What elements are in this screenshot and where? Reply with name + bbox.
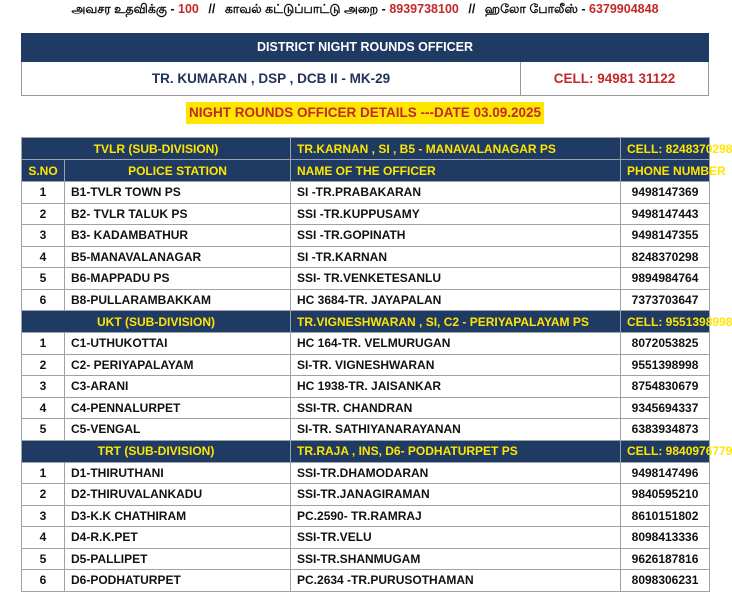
row-officer: SSI-TR.SHANMUGAM (291, 548, 621, 570)
row-sno: 2 (22, 484, 65, 506)
column-header-sno: S.NO (22, 160, 65, 182)
row-officer: PC.2634 -TR.PURUSOTHAMAN (291, 570, 621, 592)
row-sno: 1 (22, 333, 65, 355)
row-station: C3-ARANI (65, 376, 291, 398)
row-officer: SSI -TR.GOPINATH (291, 225, 621, 247)
row-officer: SSI-TR.JANAGIRAMAN (291, 484, 621, 506)
row-sno: 6 (22, 289, 65, 311)
table-row (22, 354, 710, 376)
row-phone: 8072053825 (621, 333, 710, 355)
row-officer: SSI -TR.KUPPUSAMY (291, 203, 621, 225)
row-sno: 5 (22, 419, 65, 441)
row-sno: 4 (22, 246, 65, 268)
row-phone: 9498147496 (621, 462, 710, 484)
table-row (22, 419, 710, 441)
row-phone: 9498147443 (621, 203, 710, 225)
table-row (22, 333, 710, 355)
row-sno: 4 (22, 397, 65, 419)
district-officer-cell: CELL: 94981 31122 (553, 71, 676, 86)
row-sno: 3 (22, 505, 65, 527)
separator: // (468, 2, 476, 16)
table-row (22, 289, 710, 311)
district-officer-box (21, 33, 709, 96)
subdivision-cell: CELL: 9551398998 (621, 311, 710, 333)
row-sno: 6 (22, 570, 65, 592)
row-officer: HC 3684-TR. JAYAPALAN (291, 289, 621, 311)
row-phone: 9551398998 (621, 354, 710, 376)
row-station: C4-PENNALURPET (65, 397, 291, 419)
row-phone: 9498147355 (621, 225, 710, 247)
row-officer: SSI-TR.VELU (291, 527, 621, 549)
row-sno: 1 (22, 462, 65, 484)
row-station: D6-PODHATURPET (65, 570, 291, 592)
row-sno: 1 (22, 182, 65, 204)
row-phone: 8610151802 (621, 505, 710, 527)
table-row (22, 462, 710, 484)
table-row (22, 505, 710, 527)
row-station: B1-TVLR TOWN PS (65, 182, 291, 204)
district-officer-name: TR. KUMARAN , DSP , DCB II - MK-29 (22, 62, 521, 95)
row-phone: 6383934873 (621, 419, 710, 441)
row-phone: 9894984764 (621, 268, 710, 290)
emergency-contacts-line (0, 0, 730, 20)
table-row (22, 225, 710, 247)
row-officer: SI-TR. VIGNESHWARAN (291, 354, 621, 376)
row-station: B8-PULLARAMBAKKAM (65, 289, 291, 311)
subdivision-name: TVLR (SUB-DIVISION) (22, 138, 291, 160)
row-station: C5-VENGAL (65, 419, 291, 441)
subdivision-officer: TR.VIGNESHWARAN , SI, C2 - PERIYAPALAYAM PS (291, 311, 621, 333)
row-officer: SSI-TR.DHAMODARAN (291, 462, 621, 484)
row-phone: 8754830679 (621, 376, 710, 398)
row-officer: SI-TR. SATHIYANARAYANAN (291, 419, 621, 441)
table-row (22, 246, 710, 268)
district-officer-row (21, 62, 709, 96)
row-sno: 2 (22, 354, 65, 376)
table-row (22, 527, 710, 549)
row-officer: HC 1938-TR. JAISANKAR (291, 376, 621, 398)
row-officer: SI -TR.KARNAN (291, 246, 621, 268)
emergency-number: 100 (178, 2, 199, 16)
subdivision-officer: TR.KARNAN , SI , B5 - MANAVALANAGAR PS (291, 138, 621, 160)
table-row (22, 203, 710, 225)
row-station: D1-THIRUTHANI (65, 462, 291, 484)
table-row (22, 548, 710, 570)
column-header-phone: PHONE NUMBER (621, 160, 710, 182)
subdivision-name: UKT (SUB-DIVISION) (22, 311, 291, 333)
separator: // (208, 2, 216, 16)
subdivision-name: TRT (SUB-DIVISION) (22, 440, 291, 462)
subdivision-officer: TR.RAJA , INS, D6- PODHATURPET PS (291, 440, 621, 462)
subdivision-cell: CELL: 8248370298 (621, 138, 710, 160)
table-row (22, 182, 710, 204)
table-row (22, 484, 710, 506)
table-row (22, 376, 710, 398)
night-rounds-table (21, 137, 732, 592)
row-officer: SSI-TR. CHANDRAN (291, 397, 621, 419)
subdivision-header (22, 311, 710, 333)
row-station: D2-THIRUVALANKADU (65, 484, 291, 506)
row-station: D5-PALLIPET (65, 548, 291, 570)
row-phone: 9498147369 (621, 182, 710, 204)
row-phone: 8248370298 (621, 246, 710, 268)
column-header-officer: NAME OF THE OFFICER (291, 160, 621, 182)
hello-police-number: 6379904848 (589, 2, 659, 16)
row-officer: HC 164-TR. VELMURUGAN (291, 333, 621, 355)
table-row (22, 268, 710, 290)
subdivision-header (22, 440, 710, 462)
row-station: B2- TVLR TALUK PS (65, 203, 291, 225)
row-sno: 2 (22, 203, 65, 225)
row-station: B6-MAPPADU PS (65, 268, 291, 290)
table-row (22, 397, 710, 419)
row-phone: 9840595210 (621, 484, 710, 506)
column-header-row (22, 160, 710, 182)
subdivision-header (22, 138, 710, 160)
row-phone: 9626187816 (621, 548, 710, 570)
date-title: NIGHT ROUNDS OFFICER DETAILS ---DATE 03.09.2025 (186, 102, 544, 124)
district-officer-heading: DISTRICT NIGHT ROUNDS OFFICER (21, 33, 709, 62)
row-sno: 3 (22, 225, 65, 247)
row-sno: 3 (22, 376, 65, 398)
row-officer: SI -TR.PRABAKARAN (291, 182, 621, 204)
column-header-station: POLICE STATION (65, 160, 291, 182)
date-title-bar (0, 102, 730, 126)
row-sno: 4 (22, 527, 65, 549)
control-room-label: காவல் கட்டுப்பாட்டு அறை - (224, 2, 386, 16)
row-sno: 5 (22, 548, 65, 570)
hello-police-label: ஹலோ போலீஸ் - (484, 2, 586, 16)
control-room-number: 8939738100 (389, 2, 459, 16)
row-phone: 8098306231 (621, 570, 710, 592)
row-station: C1-UTHUKOTTAI (65, 333, 291, 355)
row-phone: 8098413336 (621, 527, 710, 549)
row-station: B5-MANAVALANAGAR (65, 246, 291, 268)
subdivision-cell: CELL: 9840976779 (621, 440, 710, 462)
row-station: D4-R.K.PET (65, 527, 291, 549)
row-phone: 7373703647 (621, 289, 710, 311)
row-officer: PC.2590- TR.RAMRAJ (291, 505, 621, 527)
table-row (22, 570, 710, 592)
row-station: C2- PERIYAPALAYAM (65, 354, 291, 376)
row-station: D3-K.K CHATHIRAM (65, 505, 291, 527)
row-phone: 9345694337 (621, 397, 710, 419)
row-station: B3- KADAMBATHUR (65, 225, 291, 247)
row-officer: SSI- TR.VENKETESANLU (291, 268, 621, 290)
emergency-label: அவசர உதவிக்கு - (71, 2, 175, 16)
row-sno: 5 (22, 268, 65, 290)
